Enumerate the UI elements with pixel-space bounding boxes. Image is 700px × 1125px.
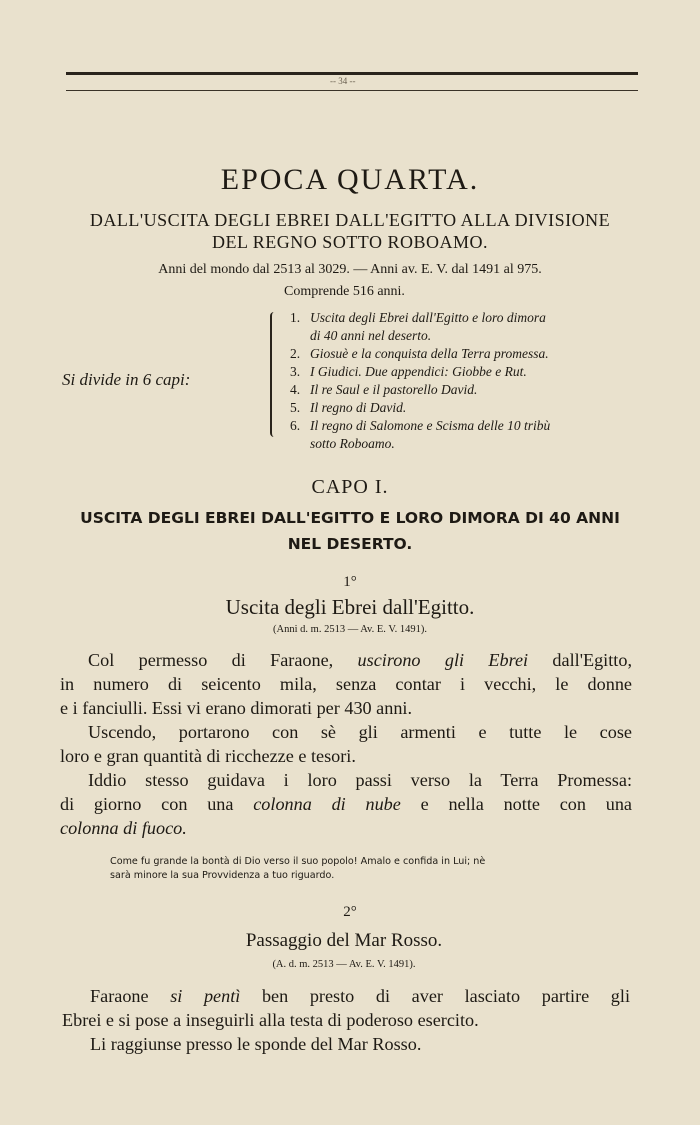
section-date: (Anni d. m. 2513 — Av. E. V. 1491). bbox=[273, 624, 427, 635]
section-title: Passaggio del Mar Rosso. bbox=[245, 930, 443, 951]
section-number: 2° bbox=[343, 904, 357, 920]
page-number: -- 34 -- bbox=[330, 76, 356, 86]
epoch-subtitle-line2: DEL REGNO SOTTO ROBOAMO. bbox=[211, 232, 488, 252]
chapter-list-item: 2. Giosuè e la conquista della Terra promessa. bbox=[290, 346, 549, 361]
chapter-list bbox=[290, 309, 670, 453]
chapter-list-item: 6. Il regno di Salomone e Scisma delle 10 tribù sotto Roboamo. bbox=[290, 418, 551, 451]
chapter-list-item: 5. Il regno di David. bbox=[290, 400, 407, 415]
paragraph: Iddio stesso guidava i loro passi verso la Terra Promessa: di giorno con una colonna di nube e nella notte con una colonna di fuoco. bbox=[60, 770, 632, 838]
epoch-years: Anni del mondo dal 2513 al 3029. — Anni av. E. V. dal 1491 al 975. bbox=[158, 262, 542, 277]
division-brace bbox=[270, 312, 278, 437]
header-rule-thick bbox=[66, 72, 638, 75]
chapter-heading: CAPO I. bbox=[311, 476, 389, 498]
chapter-title-line2: NEL DESERTO. bbox=[287, 535, 413, 553]
chapter-list-item: 3. I Giudici. Due appendici: Giobbe e Rut. bbox=[290, 364, 527, 379]
section-date: (A. d. m. 2513 — Av. E. V. 1491). bbox=[272, 959, 416, 970]
moral-note: Come fu grande la bontà di Dio verso il suo popolo! Amalo e confida in Lui; nè sarà minore la sua Provvidenza a tuo riguardo. bbox=[110, 856, 486, 881]
chapter-list-item: 1. Uscita degli Ebrei dall'Egitto e loro dimora di 40 anni nel deserto. bbox=[290, 310, 546, 343]
epoch-title: EPOCA QUARTA. bbox=[220, 163, 480, 196]
epoch-subtitle-line1: DALL'USCITA DEGLI EBREI DALL'EGITTO ALLA DIVISIONE bbox=[89, 210, 611, 230]
paragraph: Faraone si pentì ben presto di aver lasciato partire gli Ebrei e si pose a inseguirli alla testa di poderoso esercito. bbox=[62, 986, 631, 1030]
section-number: 1° bbox=[343, 574, 357, 590]
chapter-list-item: 4. Il re Saul e il pastorello David. bbox=[290, 382, 478, 397]
chapter-title-line1: USCITA DEGLI EBREI DALL'EGITTO E LORO DIMORA DI 40 ANNI bbox=[80, 509, 620, 527]
division-label: Si divide in 6 capi: bbox=[62, 370, 191, 389]
paragraph: Li raggiunse presso le sponde del Mar Rosso. bbox=[90, 1034, 422, 1054]
paragraph: Col permesso di Faraone, uscirono gli Ebrei dall'Egitto, in numero di seicento mila, senza contar i vecchi, le donne e i fanciulli. Essi vi erano dimorati per 430 anni. bbox=[60, 650, 632, 718]
section-title: Uscita degli Ebrei dall'Egitto. bbox=[225, 595, 475, 619]
header-rule-thin bbox=[66, 90, 638, 91]
epoch-span: Comprende 516 anni. bbox=[284, 284, 405, 299]
paragraph: Uscendo, portarono con sè gli armenti e tutte le cose loro e gran quantità di ricchezze e tesori. bbox=[60, 722, 632, 766]
